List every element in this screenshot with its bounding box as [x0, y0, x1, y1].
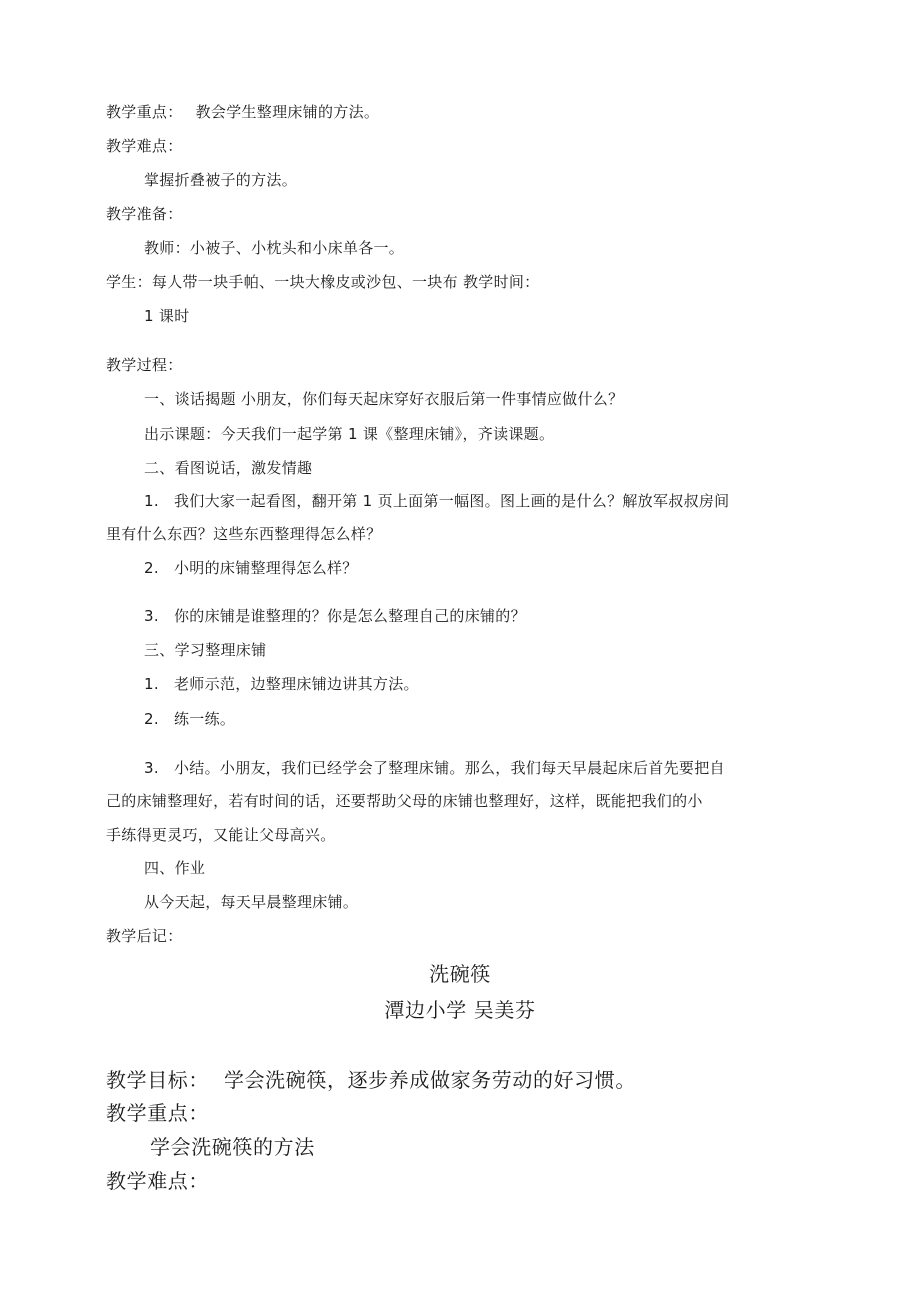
item-text: 我们大家一起看图，翻开第 1 页上面第一幅图。图上画的是什么？解放军叔叔房间 — [174, 492, 730, 510]
section-3-item-1 — [144, 674, 419, 694]
teaching-time: 1 课时 — [144, 307, 190, 325]
lesson-author: 潭边小学 吴美芬 — [384, 998, 536, 1022]
preparation-label: 教学准备： — [106, 205, 183, 223]
item-number: 2. — [144, 710, 159, 728]
difficulty-text: 掌握折叠被子的方法。 — [144, 171, 298, 189]
section-2-item-2 — [144, 558, 358, 578]
section-3-item-3-cont-1: 己的床铺整理好，若有时间的话，还要帮助父母的床铺也整理好，这样，既能把我们的小 — [106, 792, 703, 810]
goal-label: 教学目标： — [106, 1068, 209, 1092]
lesson-title: 洗碗筷 — [429, 962, 491, 986]
goal-line — [106, 1067, 636, 1093]
section-3-title: 三、学习整理床铺 — [144, 641, 267, 659]
item-number: 1. — [144, 492, 159, 510]
difficulty-label: 教学难点： — [106, 137, 183, 155]
item-text: 小结。小朋友，我们已经学会了整理床铺。那么，我们每天早晨起床后首先要把自 — [174, 759, 725, 777]
section-2-item-3 — [144, 606, 526, 626]
key-point-line — [106, 102, 379, 122]
section-3-item-3-cont-2: 手练得更灵巧，又能让父母高兴。 — [106, 826, 336, 844]
difficulty-label-2: 教学难点： — [106, 1169, 209, 1193]
key-point-text-2: 学会洗碗筷的方法 — [150, 1135, 315, 1159]
item-number: 2. — [144, 559, 159, 577]
postscript-label: 教学后记： — [106, 927, 183, 945]
section-3-item-2 — [144, 709, 235, 729]
section-4-title: 四、作业 — [144, 859, 206, 877]
item-text: 老师示范，边整理床铺边讲其方法。 — [174, 675, 419, 693]
section-2-title: 二、看图说话，激发情趣 — [144, 459, 313, 477]
preparation-student: 学生：每人带一块手帕、一块大橡皮或沙包、一块布 教学时间： — [106, 273, 540, 291]
item-text: 你的床铺是谁整理的？你是怎么整理自己的床铺的？ — [174, 607, 526, 625]
item-number: 3. — [144, 759, 159, 777]
key-point-text: 教会学生整理床铺的方法。 — [195, 103, 380, 121]
process-label: 教学过程： — [106, 356, 183, 374]
key-point-label: 教学重点： — [106, 103, 183, 121]
goal-text: 学会洗碗筷，逐步养成做家务劳动的好习惯。 — [223, 1068, 636, 1092]
section-2-item-1 — [144, 491, 729, 511]
item-number: 1. — [144, 675, 159, 693]
preparation-teacher: 教师：小被子、小枕头和小床单各一。 — [144, 239, 405, 257]
section-1-text: 出示课题：今天我们一起学第 1 课《整理床铺》，齐读课题。 — [144, 425, 555, 443]
section-1-title: 一、谈话揭题 小朋友，你们每天起床穿好衣服后第一件事情应做什么？ — [144, 390, 624, 408]
item-text: 小明的床铺整理得怎么样？ — [174, 559, 358, 577]
item-number: 3. — [144, 607, 159, 625]
item-text: 练一练。 — [174, 710, 236, 728]
section-3-item-3 — [144, 758, 725, 778]
key-point-label-2: 教学重点： — [106, 1101, 209, 1125]
section-2-item-1-cont: 里有什么东西？这些东西整理得怎么样？ — [106, 525, 382, 543]
section-4-text: 从今天起，每天早晨整理床铺。 — [144, 893, 359, 911]
